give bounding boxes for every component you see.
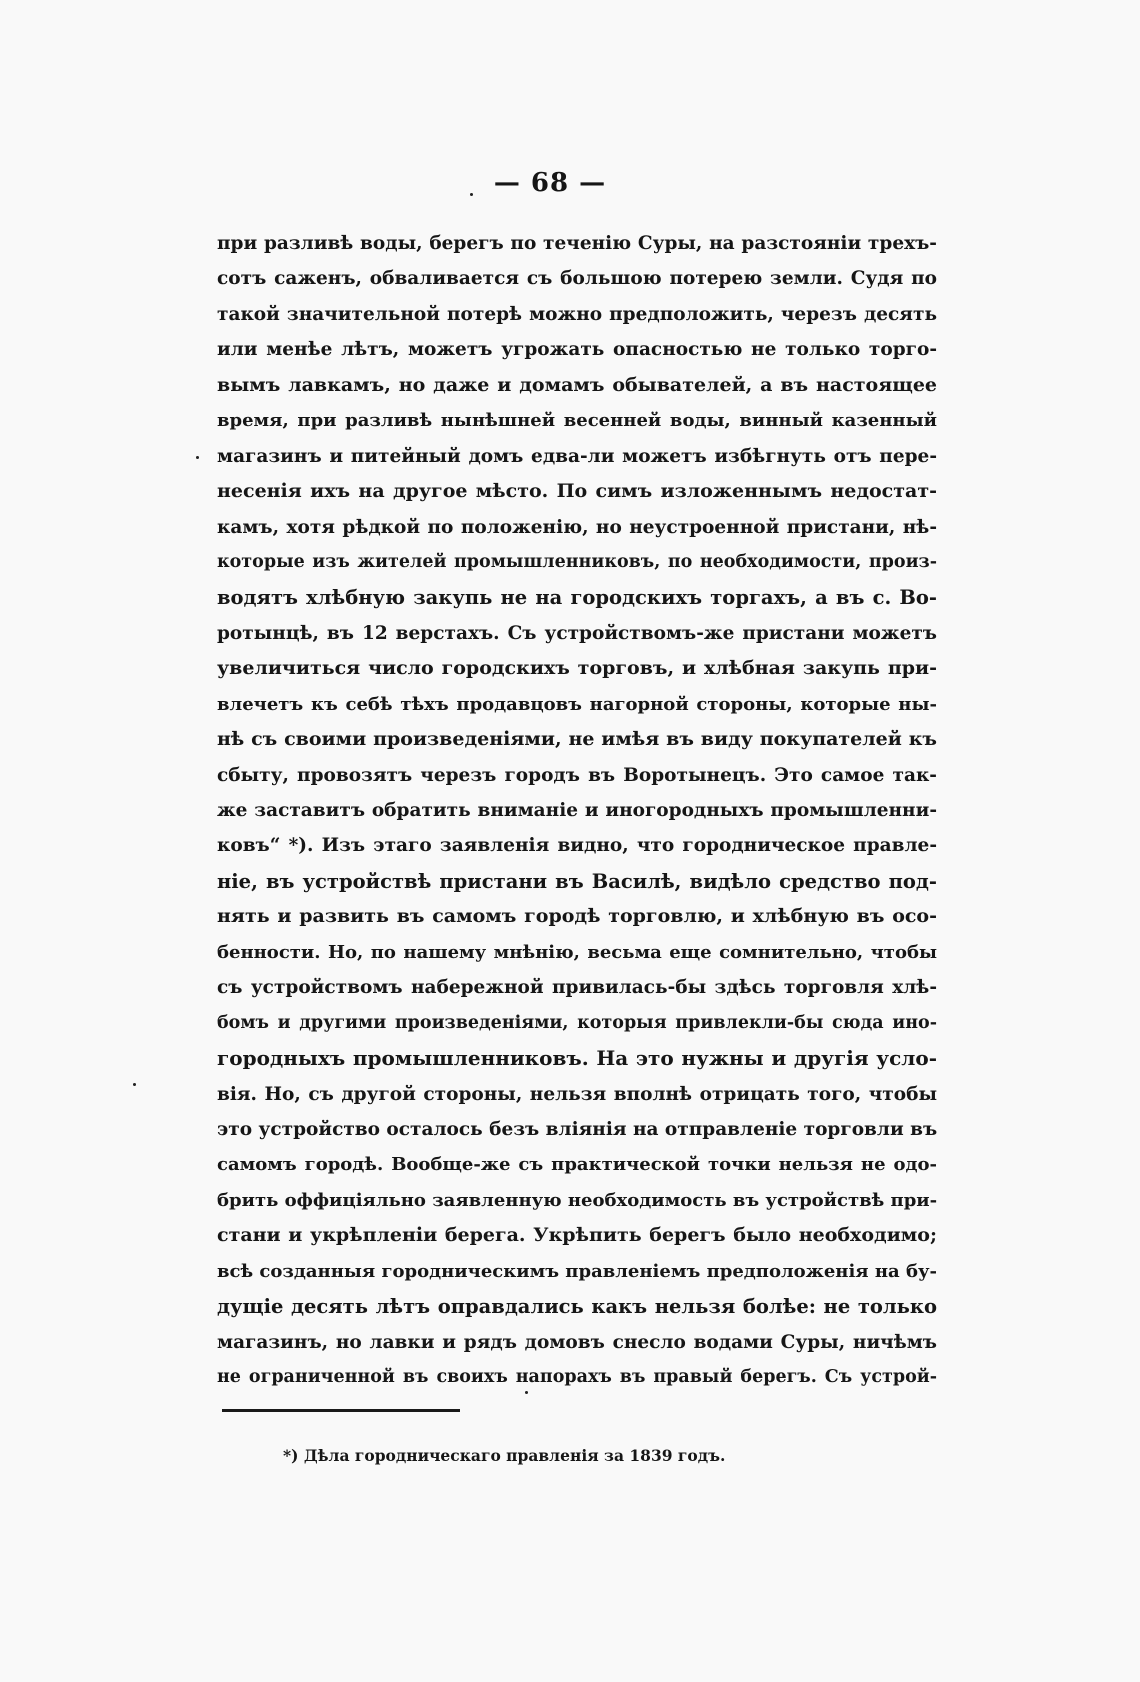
body-text	[217, 226, 937, 1395]
text-line: съ устройствомъ набережной привилась-бы здѣсь торговля хлѣ-	[217, 977, 937, 999]
text-line: стани и укрѣпленіи берега. Укрѣпить берегъ было необходимо;	[217, 1224, 937, 1247]
text-line: сбыту, провозятъ черезъ городъ въ Воротынецъ. Это самое так-	[217, 764, 937, 786]
text-line: нять и развить въ самомъ городѣ торговлю, и хлѣбную въ осо-	[217, 905, 937, 928]
text-line: бенности. Но, по нашему мнѣнію, весьма еще сомнительно, чтобы	[217, 941, 937, 963]
scan-speck	[470, 193, 473, 196]
text-line: самомъ городѣ. Вообще-же съ практической точки нельзя не одо-	[217, 1154, 937, 1176]
scan-speck	[196, 456, 199, 459]
text-line: влечетъ къ себѣ тѣхъ продавцовъ нагорной стороны, которые ны-	[217, 693, 937, 715]
text-line: брить оффиціяльно заявленную необходимость въ устройствѣ при-	[217, 1189, 938, 1211]
text-line: ніе, въ устройствѣ пристани въ Василѣ, видѣло средство под-	[217, 869, 937, 893]
text-line: при разливѣ воды, берегъ по теченію Суры, на разстояніи трехъ-	[217, 233, 937, 254]
text-line: время, при разливѣ нынѣшней весенней воды, винный казенный	[217, 410, 937, 432]
text-line: увеличиться число городскихъ торговъ, и хлѣбная закупь при-	[217, 657, 937, 680]
text-line: бомъ и другими произведеніями, которыя привлекли-бы сюда ино-	[217, 1012, 937, 1033]
text-line: вія. Но, съ другой стороны, нельзя вполнѣ отрицать того, чтобы	[217, 1083, 937, 1105]
text-line: магазинъ и питейный домъ едва-ли можетъ избѣгнуть отъ пере-	[217, 445, 937, 467]
text-line: ковъ“ *). Изъ этаго заявленія видно, что городническое правле-	[217, 835, 937, 857]
scan-speck	[133, 1083, 136, 1086]
text-line: несенія ихъ на другое мѣсто. По симъ изложеннымъ недостат-	[217, 480, 937, 503]
text-line: сотъ саженъ, обваливается съ большою потерею земли. Судя по	[217, 268, 937, 290]
text-line: такой значительной потерѣ можно предположить, черезъ десять	[217, 303, 937, 325]
text-line: камъ, хотя рѣдкой по положенію, но неустроенной пристани, нѣ-	[217, 516, 937, 538]
text-line: не ограниченной въ своихъ напорахъ въ правый берегъ. Съ устрой-	[217, 1367, 937, 1387]
footnote: *) Дѣла городническаго правленія за 1839 годъ.	[283, 1446, 726, 1465]
footnote-divider	[222, 1409, 460, 1412]
scan-speck	[525, 1391, 528, 1394]
text-line: ротынцѣ, въ 12 верстахъ. Съ устройствомъ-же пристани можетъ	[217, 622, 937, 644]
page-number: — 68 —	[493, 168, 607, 198]
text-line: магазинъ, но лавки и рядъ домовъ снесло водами Суры, ничѣмъ	[217, 1331, 937, 1353]
text-line: вымъ лавкамъ, но даже и домамъ обывателей, а въ настоящее	[217, 373, 937, 396]
text-line: дущіе десять лѣтъ оправдались какъ нельзя болѣе: не только	[217, 1295, 937, 1319]
text-line: или менѣе лѣтъ, можетъ угрожать опасностью не только торго-	[217, 339, 937, 361]
text-line: же заставитъ обратить вниманіе и иногородныхъ промышленни-	[217, 800, 937, 821]
text-line: которые изъ жителей промышленниковъ, по необходимости, произ-	[217, 551, 937, 572]
text-line: городныхъ промышленниковъ. На это нужны и другія усло-	[217, 1046, 937, 1071]
text-line: нѣ съ своими произведеніями, не имѣя въ виду покупателей къ	[217, 728, 937, 751]
text-line: водятъ хлѣбную закупь не на городскихъ торгахъ, а въ с. Во-	[217, 586, 937, 610]
text-line: всѣ созданныя городническимъ правленіемъ предположенія на бу-	[217, 1260, 937, 1282]
text-line: это устройство осталось безъ вліянія на отправленіе торговли въ	[217, 1118, 938, 1140]
